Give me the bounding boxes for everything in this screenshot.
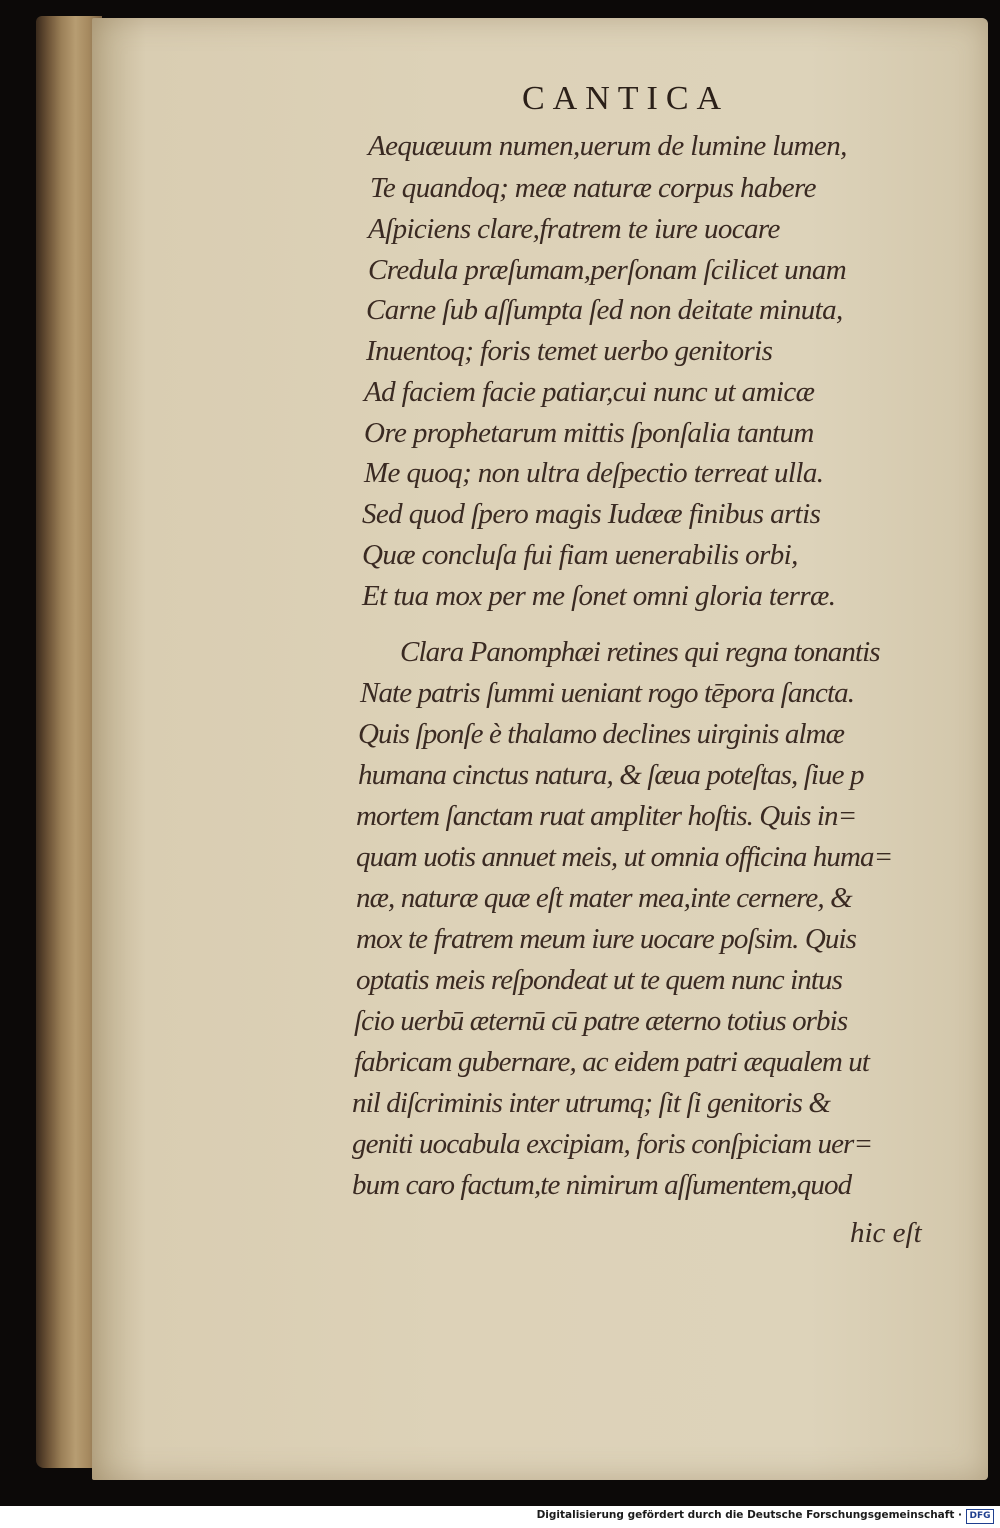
prose-line: optatis meis reſpondeat ut te quem nunc intus — [356, 964, 843, 996]
verse-line: Aſpiciens clare,fratrem te iure uocare — [368, 213, 780, 245]
verse-line: Aequæuum numen,uerum de lumine lumen, — [368, 130, 847, 162]
verse-line: Me quoq; non ultra deſpectio terreat ulla. — [364, 457, 824, 489]
prose-line: geniti uocabula excipiam, foris conſpiciam uer= — [352, 1128, 873, 1160]
catchword: hic eſt — [850, 1217, 922, 1249]
footer-bar — [0, 1506, 1000, 1528]
prose-line: Clara Panomphæi retines qui regna tonantis — [400, 636, 880, 668]
prose-line: humana cinctus natura, & ſæua poteſtas, ſiue p — [358, 759, 864, 791]
prose-line: nil diſcriminis inter utrumq; ſit ſi genitoris & — [352, 1087, 831, 1119]
prose-line: quam uotis annuet meis, ut omnia officina huma= — [356, 841, 893, 873]
prose-line: Nate patris ſummi ueniant rogo tēpora ſancta. — [360, 677, 855, 709]
prose-line: mortem ſanctam ruat ampliter hoſtis. Quis in= — [356, 800, 857, 832]
running-head: CANTICA — [522, 80, 730, 117]
prose-line: fabricam gubernare, ac eidem patri æqualem ut — [354, 1046, 869, 1078]
prose-line: bum caro factum,te nimirum aſſumentem,quod — [352, 1169, 852, 1201]
verse-line: Carne ſub aſſumpta ſed non deitate minuta, — [366, 294, 843, 326]
verse-line: Ore prophetarum mittis ſponſalia tantum — [364, 417, 814, 449]
dfg-logo-text: DFG — [969, 1511, 991, 1521]
verse-line: Inuentoq; foris temet uerbo genitoris — [366, 335, 773, 367]
prose-line: ſcio uerbū æternū cū patre æterno totius orbis — [354, 1005, 848, 1037]
prose-line: næ, naturæ quæ eſt mater mea,inte cernere, & — [356, 882, 852, 914]
verse-line: Et tua mox per me ſonet omni gloria terræ. — [362, 580, 836, 612]
verse-line: Quæ concluſa fui fiam uenerabilis orbi, — [362, 539, 798, 571]
verse-line: Ad faciem facie patiar,cui nunc ut amicæ — [364, 376, 815, 408]
funding-credit: Digitalisierung gefördert durch die Deutsche Forschungsgemeinschaft · — [536, 1509, 962, 1521]
prose-line: mox te fratrem meum iure uocare poſsim. Quis — [356, 923, 857, 955]
dfg-logo — [966, 1509, 994, 1524]
verse-line: Credula præſumam,perſonam ſcilicet unam — [368, 254, 847, 286]
verse-line: Sed quod ſpero magis Iudææ finibus artis — [362, 498, 821, 530]
prose-line: Quis ſponſe è thalamo declines uirginis almæ — [358, 718, 845, 750]
verse-line: Te quandoq; meæ naturæ corpus habere — [370, 172, 816, 204]
